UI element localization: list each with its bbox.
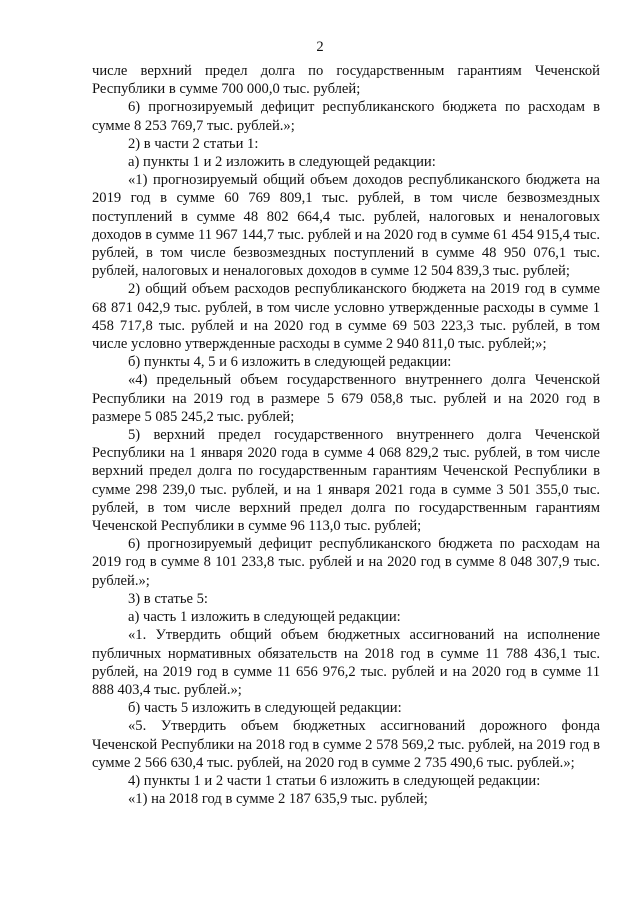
paragraph: 6) прогнозируемый дефицит республиканского бюджета по расходам на 2019 год в сумме 8 101 233,8 тыс. рублей и на 2020 год в сумме 8 048 307,9 тыс. рублей.»; (92, 536, 600, 589)
document-body (92, 62, 600, 808)
paragraph: 2) в части 2 статьи 1: (128, 135, 259, 152)
paragraph: «4) предельный объем государственного внутреннего долга Чеченской Республики на 2019 год в размере 5 679 058,8 тыс. рублей и на 2020 год в размере 5 085 245,2 тыс. рублей; (92, 372, 600, 425)
paragraph: б) пункты 4, 5 и 6 изложить в следующей редакции: (128, 354, 452, 371)
paragraph: «1) на 2018 год в сумме 2 187 635,9 тыс. рублей; (128, 791, 428, 808)
paragraph: «5. Утвердить объем бюджетных ассигнований дорожного фонда Чеченской Республики на 2018 год в сумме 2 578 569,2 тыс. рублей, на 2019 год в сумме 2 566 630,4 тыс. рублей, на 2020 год в сумме 2 735 490,6 тыс. рублей.»; (92, 718, 600, 771)
paragraph: 3) в статье 5: (128, 590, 208, 607)
paragraph: а) часть 1 изложить в следующей редакции: (128, 609, 401, 626)
page-number: 2 (316, 39, 324, 55)
paragraph: 4) пункты 1 и 2 части 1 статьи 6 изложить в следующей редакции: (128, 772, 541, 789)
paragraph: числе верхний предел долга по государственным гарантиям Чеченской Республики в сумме 700 000,0 тыс. рублей; (92, 63, 600, 98)
paragraph: а) пункты 1 и 2 изложить в следующей редакции: (128, 154, 436, 171)
paragraph: «1. Утвердить общий объем бюджетных ассигнований на исполнение публичных нормативных обязательств на 2018 год в сумме 11 788 436,1 тыс. рублей, на 2019 год в сумме 11 656 976,2 тыс. рублей и на 2020 год в сумме 11 888 403,4 тыс. рублей.»; (92, 627, 600, 698)
paragraph: б) часть 5 изложить в следующей редакции: (128, 700, 402, 717)
paragraph: 2) общий объем расходов республиканского бюджета на 2019 год в сумме 68 871 042,9 тыс. рублей, в том числе условно утвержденные расходы в сумме 1 458 717,8 тыс. рублей и на 2020 год в сумме 69 503 223,3 тыс. рублей, в том числе условно утвержденные расходы в сумме 2 940 811,0 тыс. рублей;»; (92, 281, 600, 353)
paragraph: 5) верхний предел государственного внутреннего долга Чеченской Республики на 1 января 2020 года в сумме 4 068 829,2 тыс. рублей, в том числе верхний предел долга по государственным гарантиям Чеченской Республики в сумме 298 239,0 тыс. рублей, и на 1 января 2021 года в сумме 3 501 355,0 тыс. рублей, в том числе верхний предел долга по государственным гарантиям Чеченской Республики в сумме 96 113,0 тыс. рублей; (92, 427, 600, 535)
paragraph: «1) прогнозируемый общий объем доходов республиканского бюджета на 2019 год в сумме 60 769 809,1 тыс. рублей, в том числе безвозмездных поступлений в сумме 48 802 664,4 тыс. рублей, налоговых и неналоговых доходов в сумме 11 967 144,7 тыс. рублей и на 2020 год в сумме 61 454 915,4 тыс. рублей, в том числе безвозмездных поступлений в сумме 48 950 076,1 тыс. рублей, налоговых и неналоговых доходов в сумме 12 504 839,3 тыс. рублей; (92, 172, 600, 280)
paragraph: 6) прогнозируемый дефицит республиканского бюджета по расходам в сумме 8 253 769,7 тыс. рублей.»; (92, 99, 600, 134)
